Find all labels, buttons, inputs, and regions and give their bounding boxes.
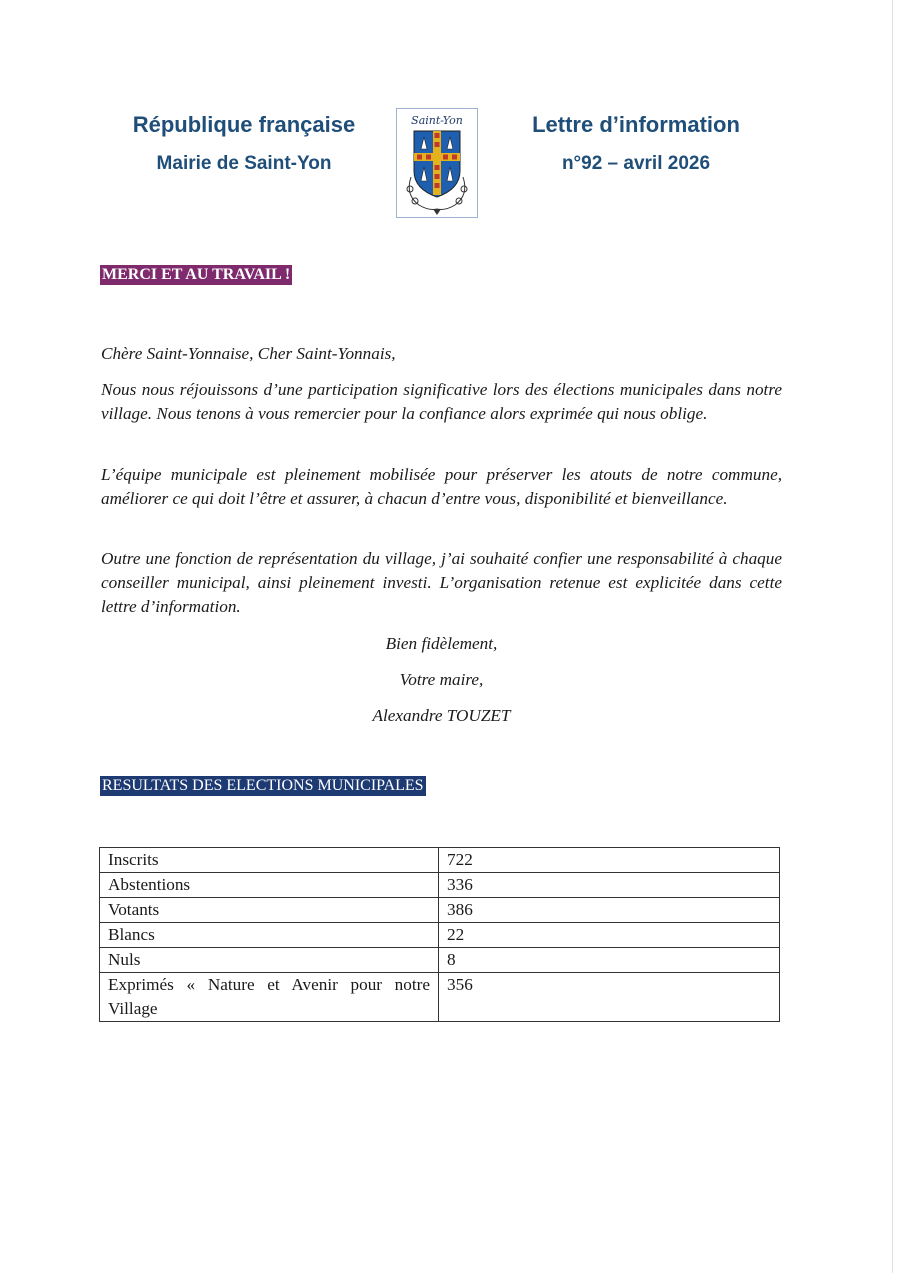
- mairie-heading: Mairie de Saint-Yon: [156, 153, 332, 174]
- row-value: 356: [439, 973, 780, 1022]
- row-label: Exprimés « Nature et Avenir pour notre Village: [100, 973, 439, 1022]
- crest-label: Saint-Yon: [411, 114, 463, 127]
- table-row: [100, 848, 780, 873]
- letter-role: Votre maire,: [399, 670, 484, 689]
- letter-paragraph-2: L’équipe municipale est pleinement mobilisée pour préserver les atouts de notre commune, améliorer ce qui doit l’être et assurer, à chacun d’entre vous, disponibilité et bienveillance.: [101, 465, 782, 508]
- row-value: 336: [439, 873, 780, 898]
- page-edge: [892, 0, 893, 1273]
- coat-of-arms: [396, 108, 478, 218]
- table-row: [100, 923, 780, 948]
- row-label: Votants: [100, 898, 439, 923]
- table-row: [100, 898, 780, 923]
- row-value: 722: [439, 848, 780, 873]
- row-label: Nuls: [100, 948, 439, 973]
- row-label: Abstentions: [100, 873, 439, 898]
- table-row: [100, 948, 780, 973]
- row-label: Inscrits: [100, 848, 439, 873]
- letter-closing: Bien fidèlement,: [385, 634, 498, 653]
- letter-greeting: Chère Saint-Yonnaise, Cher Saint-Yonnais,: [101, 344, 396, 363]
- table-row: [100, 873, 780, 898]
- newsletter-title: Lettre d’information: [532, 112, 740, 137]
- section-title-merci: MERCI ET AU TRAVAIL !: [102, 266, 291, 283]
- row-value: 8: [439, 948, 780, 973]
- row-value: 22: [439, 923, 780, 948]
- letter-paragraph-1: Nous nous réjouissons d’une participation significative lors des élections municipales dans notre village. Nous tenons à vous remercier pour la confiance alors exprimée qui nous oblige.: [101, 380, 782, 423]
- letter-paragraph-3: Outre une fonction de représentation du village, j’ai souhaité confier une responsabilité à chaque conseiller municipal, ainsi pleinement investi. L’organisation retenue est explicitée dans cette lettre d’information.: [101, 549, 782, 616]
- row-value: 386: [439, 898, 780, 923]
- section-title-results: RESULTATS DES ELECTIONS MUNICIPALES: [102, 777, 424, 794]
- results-table: [99, 847, 780, 1022]
- row-label: Blancs: [100, 923, 439, 948]
- table-row: [100, 973, 780, 1022]
- republic-heading: République française: [132, 112, 356, 137]
- letter-signatory: Alexandre TOUZET: [372, 706, 511, 725]
- issue-number: n°92 – avril 2026: [561, 153, 711, 174]
